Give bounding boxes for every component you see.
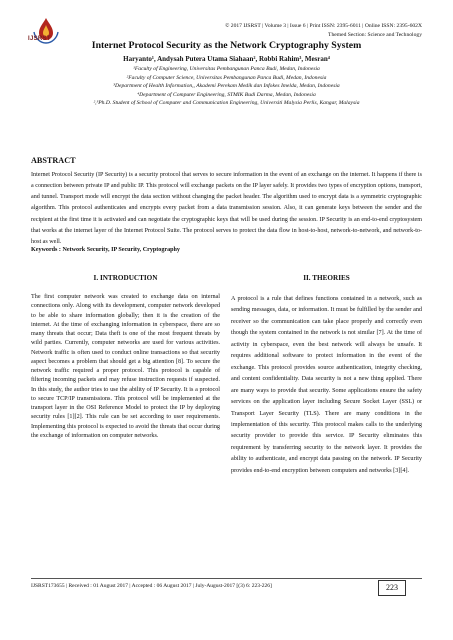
issn-line: © 2017 IJSRST | Volume 3 | Issue 6 | Print ISSN: 2395-6011 | Online ISSN: 2395-602X (225, 23, 422, 29)
affiliation-2: ²Faculty of Computer Science, Universitas Pembangunan Panca Budi, Medan, Indonesia (126, 74, 327, 81)
affiliation-1: ¹Faculty of Engineering, Universitas Pembangunan Panca Budi, Medan, Indonesia (133, 66, 320, 72)
journal-header (225, 22, 422, 39)
journal-logo-text: IJSRST (28, 36, 51, 42)
author-list: Haryanto¹, Andysah Putera Utama Siahaan², Robbi Rahim³, Mesran⁴ (123, 55, 330, 63)
abstract-heading: ABSTRACT (31, 156, 76, 165)
themed-section-line: Themed Section: Science and Technology (328, 31, 422, 38)
affiliation-5: ²,³Ph.D. Student of School of Computer and Communication Engineering, Universiti Malysia Perlis, Kangar, Malaysia (93, 100, 360, 107)
theories-body: A protocol is a rule that defines functions contained in a network, such as sending messages, data, or information. It must be fulfilled by the sender and receiver so the communication can take place properly and correctly even though the system contained in the network is not similar [7]. At the time of activity in cyberspace, even the best network will always be unsafe. It requires additional software to protect information in the event of the exchange. This protocol provides source authentication, integrity checking, and content confidentiality. Data security is not a new thing applied. There are many ways to provide that security. Some applications ensure the safety services on the application layer including Secure Socket Layer (SSL) or Transport Layer Security (TLS). There are many conditions in the implementation of this security. This protocol makes calls to the underlying security provider to provide this service. IP Security eliminates this requirement by transferring security to the network layer. It provides the ability to authenticate, and encrypt data passing on the network. IP Security provides end-to-end encryption between computers and networks [3][4]. (231, 296, 422, 474)
introduction-body: The first computer network was created to exchange data on internal connections only. Along with its development, computer network developed to be able to share information globally; then it is the creation of the internet. At the time of exchanging information in cyberspace, there are so many threats that occur; Data theft is one of the most frequent threats by wild parties. Currently, computer networks are used for various activities. Network traffic is often used to conduct online transactions so that security aspect becomes a problem that should get a big attention [8]. To secure the network traffic required a proper protocol. This protocol is capable of filtering incoming packets and may refuse instruction requests if suspected. In this study, the author tries to use the ability of IP Security. It is a protocol to secure TCP/IP transmissions. This protocol will be implemented at the transport layer in the OSI Reference Model to protect the IP by deploying security rules [1][2]. This rule can be set according to user requirements. Implementing this protocol is expected to avoid the threats that occur during the exchange of information on computer networks. (31, 294, 220, 439)
affiliation-3: ³Department of Health Information,, Akademi Perekam Medik dan Infokes Imelda, Medan, Indonesia (113, 83, 340, 90)
keywords-line (31, 246, 422, 255)
affiliation-4: ⁴Department of Computer Engineering, STMIK Budi Darma, Medan, Indonesia (137, 91, 316, 98)
keywords-label: Keywords : (31, 247, 61, 253)
page-number: 223 (378, 580, 406, 596)
section-introduction-heading: I. INTRODUCTION (93, 274, 158, 282)
footer-info: IJSRST173655 | Received : 01 August 2017 | Accepted : 06 August 2017 | July-August-2017 [(3) 6: 223-226] (31, 583, 272, 589)
keywords-values: Network Security, IP Security, Cryptography (62, 247, 180, 253)
section-theories-heading: II. THEORIES (303, 274, 350, 282)
paper-title: Internet Protocol Security as the Network Cryptography System (91, 40, 362, 51)
footer-divider (31, 578, 422, 579)
abstract-body: Internet Protocol Security (IP Security) is a security protocol that serves to secure information in the event of an exchange on the internet. It happens if there is a connection between private IP and public IP. This protocol will exchange packets on the IP layer safely. It provides two types of encryption options, transport, and tunnel. Transport mode will encrypt the data section without changing the packet header. The algorithm used to encrypt data is a symmetric cryptographic algorithm. This protocol authenticates and encrypts every packet from a data transmission session. Also, it can generate keys between the sender and the recipient at the first time it is activated and can negotiate the cryptographic keys that will be used during the session. IP Security is an end-to-end cryptosystem that works at the internet layer of the Internet Protocol Suite. The protocol serves to protect the data flow in host-to-host, network-to-network, and network-to-host as well. (31, 172, 422, 245)
